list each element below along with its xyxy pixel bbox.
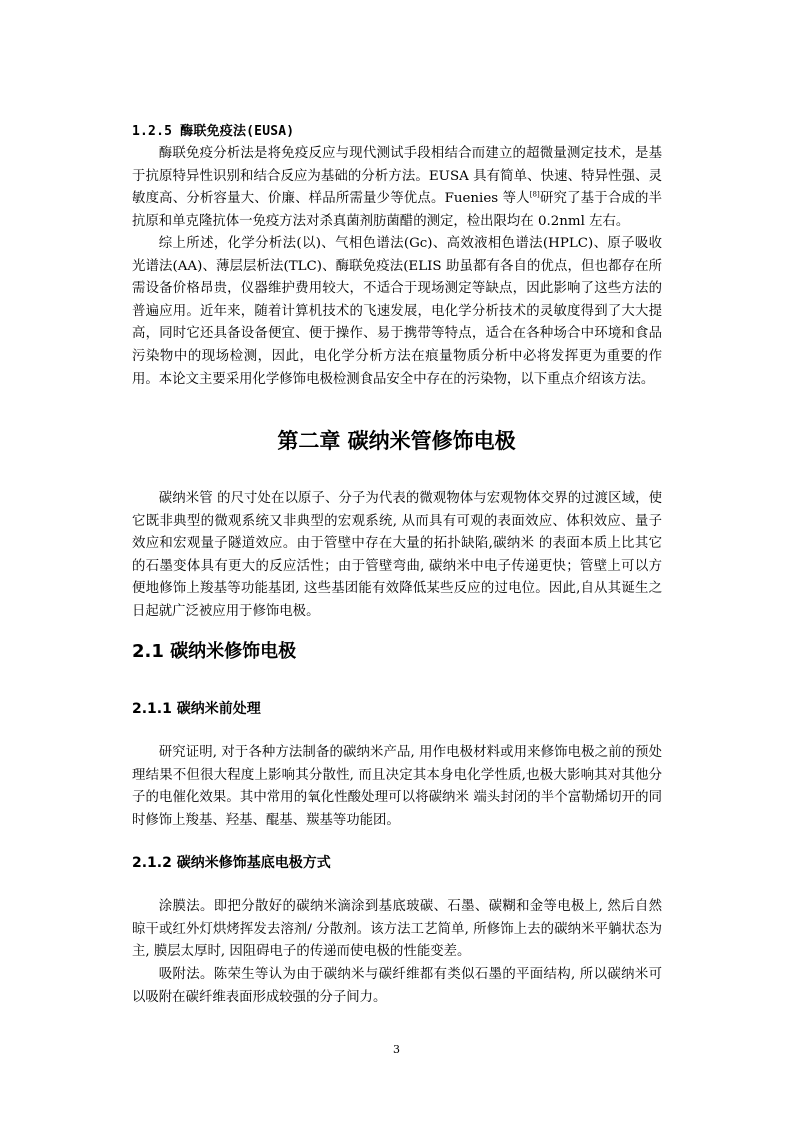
paragraph-elisa-tail: 研究了基于合成的半抗原和单克隆抗体一免疫方法对杀真菌剂肪菌醋的测定，检出限均在 0.2nml 左右。	[132, 191, 662, 229]
section-heading-1-2-5: 1.2.5 酶联免疫法(EUSA)	[132, 124, 295, 139]
paragraph-adsorption-method: 吸附法。陈荣生等认为由于碳纳米与碳纤维都有类似石墨的平面结构, 所以碳纳米可以吸附在碳纤维表面形成较强的分子间力。	[132, 967, 662, 1005]
section-heading-2-1-1: 2.1.1 碳纳米前处理	[132, 701, 261, 717]
paragraph-summary: 综上所述，化学分析法(以)、气相色谱法(Gc)、高效液相色谱法(HPLC)、原子吸收光谱法(AA)、薄层层析法(TLC)、酶联免疫法(ELIS 助虽都有各自的优点，但也都存在所需设备价格昂贵，仪器维护费用较大，不适合于现场测定等缺点，因此影响了这些方法的普遍应用。近年来，随着计算机技术的飞速发展，电化学分析技术的灵敏度得到了大大提高，同时它还具备设备便宜、便于操作、易于携带等特点，适合在各种场合中环境和食品污染物中的现场检测，因此，电化学分析方法在痕量物质分析中必将发挥更为重要的作用。本论文主要采用化学修饰电极检测食品安全中存在的污染物，以下重点介绍该方法。	[132, 236, 662, 387]
page-number: 3	[393, 1043, 400, 1056]
paragraph-elisa-body: 酶联免疫分析法是将免疫反应与现代测试手段相结合而建立的超微量测定技术，是基于抗原特异性识别和结合反应为基础的分析方法。EUSA 具有简单、快速、特异性强、灵敏度高、分析容量大、价廉、样品所需量少等优点。Fuenies 等人	[132, 146, 662, 207]
paragraph-chapter-intro: 碳纳米管 的尺寸处在以原子、分子为代表的微观物体与宏观物体交界的过渡区域，使它既非典型的微观系统又非典型的宏观系统, 从而具有可观的表面效应、体积效应、量子效应和宏观量子隧道效应。由于管壁中存在大量的拓扑缺陷,碳纳米 的表面本质上比其它的石墨变体具有更大的反应活性；由于管壁弯曲, 碳纳米中电子传递更快；管壁上可以方便地修饰上羧基等功能基团, 这些基团能有效降低某些反应的过电位。因此,自从其诞生之日起就广泛被应用于修饰电极。	[132, 491, 662, 619]
chapter-title: 第二章 碳纳米管修饰电极	[277, 429, 516, 453]
paragraph-elisa	[132, 143, 662, 233]
paragraph-pretreatment: 研究证明, 对于各种方法制备的碳纳米产品, 用作电极材料或用来修饰电极之前的预处理结果不但很大程度上影响其分散性, 而且决定其本身电化学性质,也极大影响其对其他分子的电催化效果。其中常用的氧化性酸处理可以将碳纳米 端头封闭的半个富勒烯切开的同时修饰上羧基、羟基、醌基、羰基等功能团。	[132, 745, 662, 828]
section-heading-2-1: 2.1 碳纳米修饰电极	[132, 641, 297, 662]
paragraph-coating-method: 涂膜法。即把分散好的碳纳米滴涂到基底玻碳、石墨、碳糊和金等电极上, 然后自然晾干或红外灯烘烤挥发去溶剂/ 分散剂。该方法工艺简单, 所修饰上去的碳纳米平躺状态为主, 膜层太厚时, 因阻碍电子的传递而使电极的性能变差。	[132, 899, 662, 960]
section-heading-2-1-2: 2.1.2 碳纳米修饰基底电极方式	[132, 855, 331, 871]
citation-ref: [8]	[529, 190, 540, 199]
